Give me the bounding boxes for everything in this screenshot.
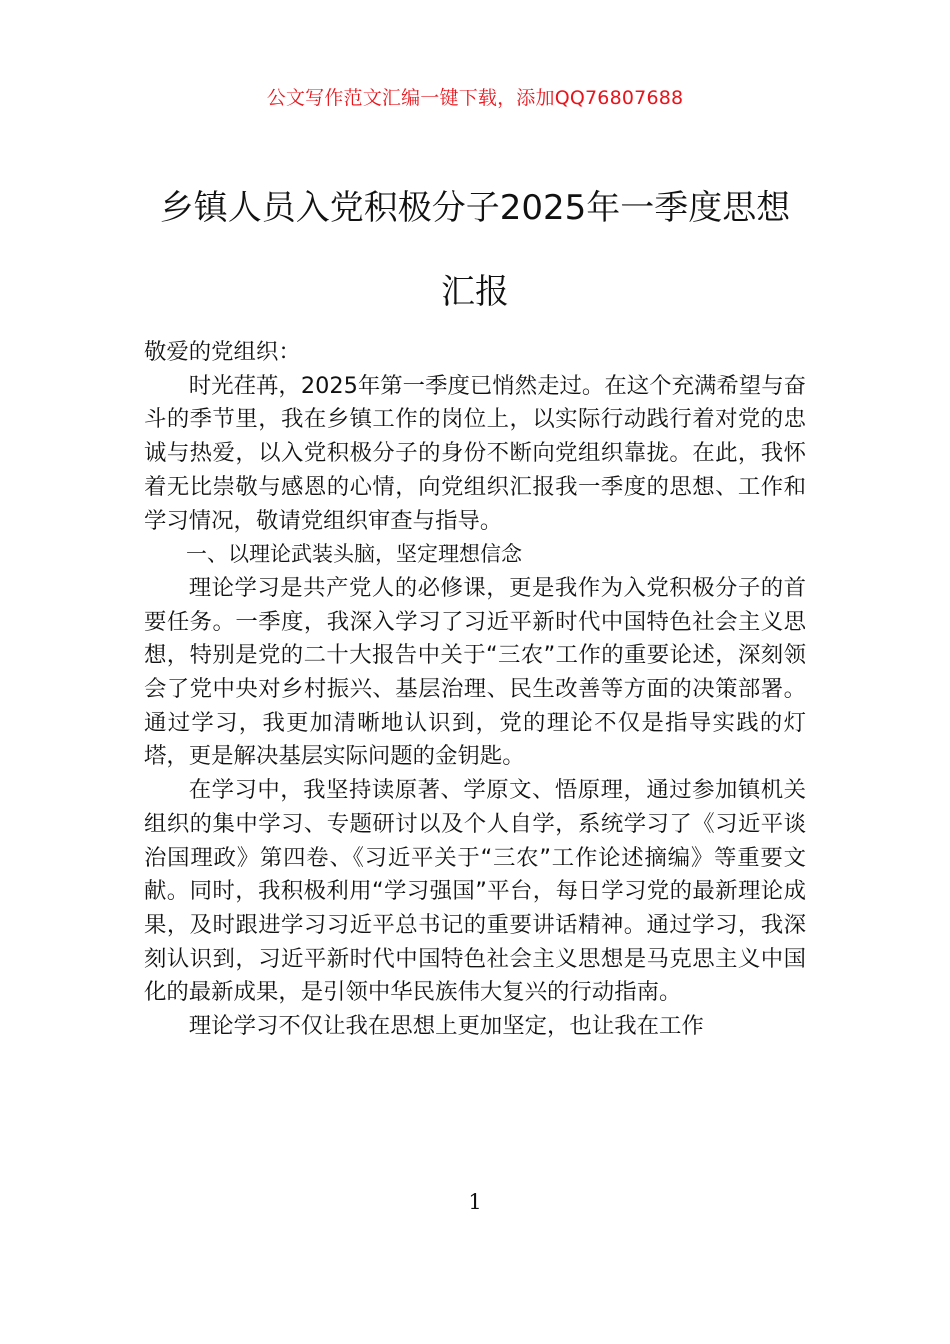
document-body (144, 336, 806, 1044)
title-line-1: 乡镇人员入党积极分子2025年一季度思想 (159, 188, 791, 228)
document-title (140, 166, 810, 334)
paragraph-intro: 时光荏苒，2025年第一季度已悄然走过。在这个充满希望与奋斗的季节里，我在乡镇工作的岗位上，以实际行动践行着对党的忠诚与热爱，以入党积极分子的身份不断向党组织靠拢。在此，我怀着无比崇敬与感恩的心情，向党组织汇报我一季度的思想、工作和学习情况，敬请党组织审查与指导。 (144, 372, 806, 534)
page-number: 1 (468, 1190, 482, 1214)
paragraph-theory: 理论学习是共产党人的必修课，更是我作为入党积极分子的首要任务。一季度，我深入学习了习近平新时代中国特色社会主义思想，特别是党的二十大报告中关于“三农”工作的重要论述，深刻领会了党中央对乡村振兴、基层治理、民生改善等方面的决策部署。通过学习，我更加清晰地认识到，党的理论不仅是指导实践的灯塔，更是解决基层实际问题的金钥匙。 (144, 574, 806, 770)
paragraph-study: 在学习中，我坚持读原著、学原文、悟原理，通过参加镇机关组织的集中学习、专题研讨以及个人自学，系统学习了《习近平谈治国理政》第四卷、《习近平关于“三农”工作论述摘编》等重要文献。同时，我积极利用“学习强国”平台，每日学习党的最新理论成果，及时跟进学习习近平总书记的重要讲话精神。通过学习，我深刻认识到，习近平新时代中国特色社会主义思想是马克思主义中国化的最新成果，是引领中华民族伟大复兴的行动指南。 (144, 777, 806, 1006)
section-heading-1: 一、以理论武装头脑，坚定理想信念 (186, 542, 522, 567)
download-banner: 公文写作范文汇编一键下载，添加QQ76807688 (266, 87, 684, 109)
paragraph-continued: 理论学习不仅让我在思想上更加坚定，也让我在工作 (188, 1013, 704, 1040)
title-line-2: 汇报 (441, 272, 509, 312)
salutation: 敬爱的党组织： (144, 339, 301, 365)
